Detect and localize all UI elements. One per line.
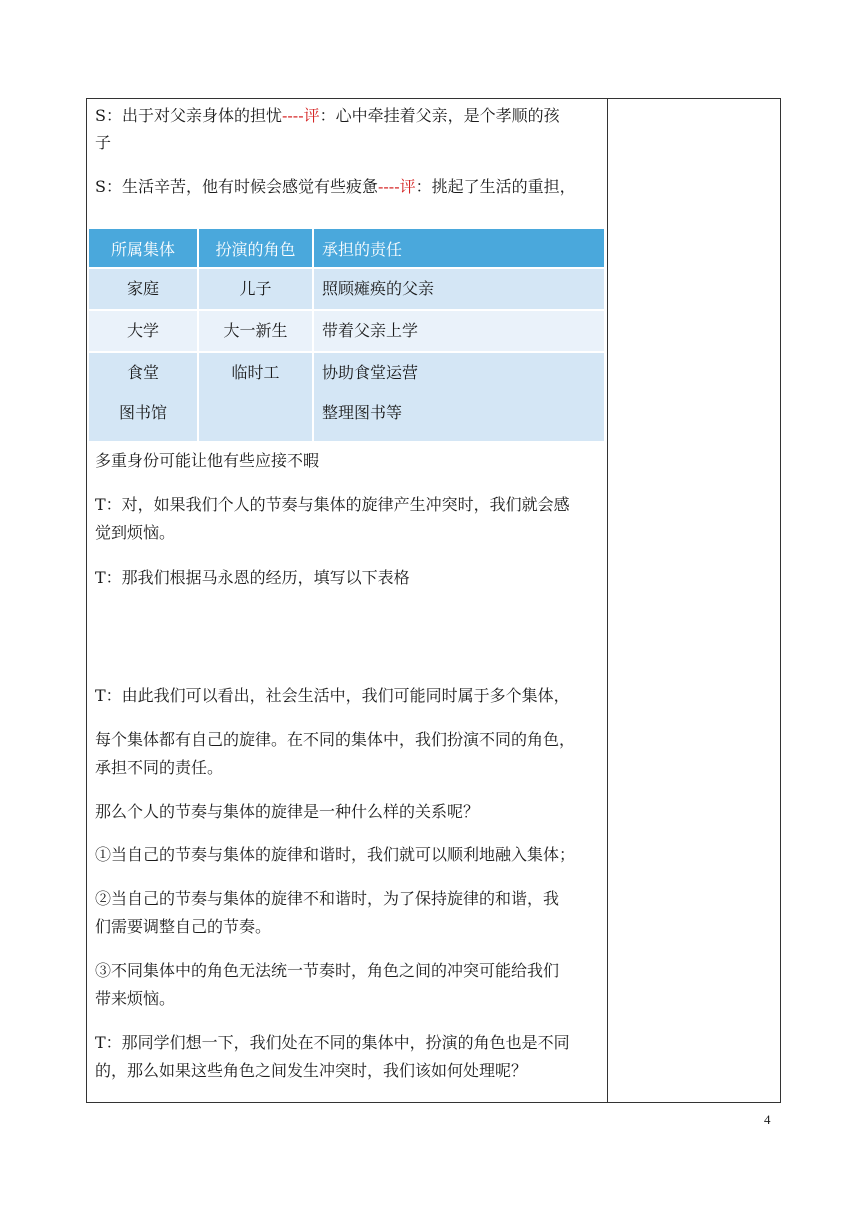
student-answer-line-3: S：生活辛苦，他有时候会感觉有些疲惫----评：挑起了生活的重担， (95, 177, 576, 196)
column-divider (607, 99, 608, 1102)
cell-group: 图书馆 (118, 403, 167, 422)
paragraph-line: 们需要调整自己的节奏。 (95, 917, 272, 936)
cell-duty: 带着父亲上学 (322, 321, 419, 340)
cell-group: 食堂 (126, 363, 159, 382)
paragraph-line: 多重身份可能让他有些应接不暇 (95, 451, 320, 470)
student-answer-line-1: S：出于对父亲身体的担忧----评：心中牵挂着父亲，是个孝顺的孩 (95, 106, 560, 125)
header-group: 所属集体 (89, 229, 198, 268)
comment-marker: ----评 (281, 106, 320, 125)
table-row (89, 352, 605, 442)
cell-role: 大一新生 (223, 321, 288, 340)
table-row (89, 310, 605, 352)
paragraph-line: ②当自己的节奏与集体的旋律不和谐时，为了保持旋律的和谐，我 (95, 889, 560, 908)
paragraph-line: T：那我们根据马永恩的经历，填写以下表格 (95, 568, 410, 587)
cell-duty: 整理图书等 (322, 403, 403, 422)
lesson-table (86, 98, 781, 1103)
paragraph-line: T：由此我们可以看出，社会生活中，我们可能同时属于多个集体， (95, 686, 570, 705)
paragraph-line: T：那同学们想一下，我们处在不同的集体中，扮演的角色也是不同 (95, 1033, 570, 1052)
page-number: 4 (764, 1112, 771, 1127)
role-table-header (89, 229, 605, 268)
cell-group: 家庭 (126, 279, 159, 298)
paragraph-line: 每个集体都有自己的旋律。在不同的集体中，我们扮演不同的角色， (95, 730, 576, 749)
cell-role: 儿子 (239, 279, 272, 298)
paragraph-line: T：对，如果我们个人的节奏与集体的旋律产生冲突时，我们就会感 (95, 495, 570, 514)
header-role: 扮演的角色 (198, 229, 313, 268)
paragraph-line: 带来烦恼。 (95, 989, 176, 1008)
paragraph-line: 承担不同的责任。 (95, 758, 224, 777)
role-table (89, 229, 606, 443)
cell-group: 大学 (126, 321, 159, 340)
student-answer-line-2: 子 (95, 133, 112, 152)
paragraph-line: 那么个人的节奏与集体的旋律是一种什么样的关系呢？ (95, 802, 480, 821)
cell-role: 临时工 (231, 363, 280, 382)
cell-duty: 照顾瘫痪的父亲 (322, 279, 435, 298)
comment-marker: ----评 (377, 177, 416, 196)
paragraph-line: ③不同集体中的角色无法统一节奏时，角色之间的冲突可能给我们 (95, 961, 560, 980)
cell-duty: 协助食堂运营 (322, 363, 419, 382)
paragraph-line: 觉到烦恼。 (95, 523, 176, 542)
table-row (89, 268, 605, 310)
paragraph-line: 的，那么如果这些角色之间发生冲突时，我们该如何处理呢？ (95, 1061, 528, 1080)
header-duty: 承担的责任 (313, 229, 605, 268)
paragraph-line: ①当自己的节奏与集体的旋律和谐时，我们就可以顺利地融入集体； (95, 845, 576, 864)
